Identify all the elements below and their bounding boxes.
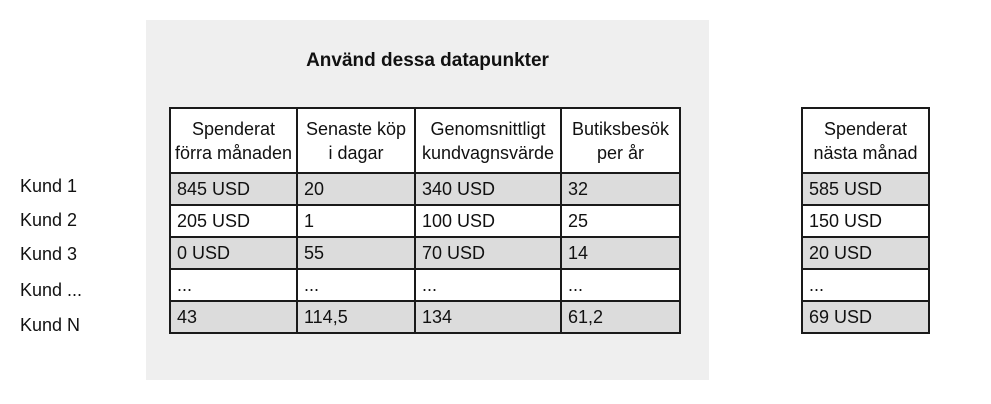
table-cell: 205 USD xyxy=(170,205,297,237)
output-prediction-table xyxy=(801,107,930,334)
table-row xyxy=(802,301,929,333)
table-cell: 100 USD xyxy=(415,205,561,237)
table-cell: 43 xyxy=(170,301,297,333)
table-cell: ... xyxy=(170,269,297,301)
header-average-cart-value: Genomsnittligt kundvagnsvärde xyxy=(415,108,561,173)
row-label-customer-2: Kund 2 xyxy=(20,210,78,230)
row-label-customer-more: Kund ... xyxy=(20,280,83,300)
panel-title: Använd dessa datapunkter xyxy=(306,50,549,71)
table-cell: 20 USD xyxy=(802,237,929,269)
table-cell: 340 USD xyxy=(415,173,561,205)
table-cell: 61,2 xyxy=(561,301,680,333)
header-last-purchase-days: Senaste köp i dagar xyxy=(297,108,415,173)
table-cell: 150 USD xyxy=(802,205,929,237)
table-cell: 25 xyxy=(561,205,680,237)
header-spent-last-month: Spenderat förra månaden xyxy=(170,108,297,173)
input-header-row xyxy=(170,108,680,173)
table-cell: 69 USD xyxy=(802,301,929,333)
table-cell: 32 xyxy=(561,173,680,205)
table-cell: 845 USD xyxy=(170,173,297,205)
table-cell: 114,5 xyxy=(297,301,415,333)
table-row xyxy=(802,269,929,301)
table-cell: 55 xyxy=(297,237,415,269)
table-cell: ... xyxy=(297,269,415,301)
row-label-customer-n: Kund N xyxy=(20,315,81,335)
output-header-row xyxy=(802,108,929,173)
header-spent-next-month: Spenderat nästa månad xyxy=(802,108,929,173)
header-store-visits-per-year: Butiksbesök per år xyxy=(561,108,680,173)
table-cell: 0 USD xyxy=(170,237,297,269)
table-cell: 70 USD xyxy=(415,237,561,269)
table-cell: 585 USD xyxy=(802,173,929,205)
table-cell: 1 xyxy=(297,205,415,237)
input-data-table xyxy=(169,107,681,334)
table-row xyxy=(802,205,929,237)
table-row xyxy=(170,301,680,333)
table-row xyxy=(802,173,929,205)
table-cell: 14 xyxy=(561,237,680,269)
table-cell: 20 xyxy=(297,173,415,205)
table-row xyxy=(170,205,680,237)
row-label-customer-1: Kund 1 xyxy=(20,176,78,196)
table-row xyxy=(170,237,680,269)
table-cell: ... xyxy=(802,269,929,301)
row-label-customer-3: Kund 3 xyxy=(20,244,78,264)
table-cell: ... xyxy=(561,269,680,301)
table-cell: 134 xyxy=(415,301,561,333)
table-row xyxy=(170,173,680,205)
table-row xyxy=(170,269,680,301)
table-cell: ... xyxy=(415,269,561,301)
table-row xyxy=(802,237,929,269)
